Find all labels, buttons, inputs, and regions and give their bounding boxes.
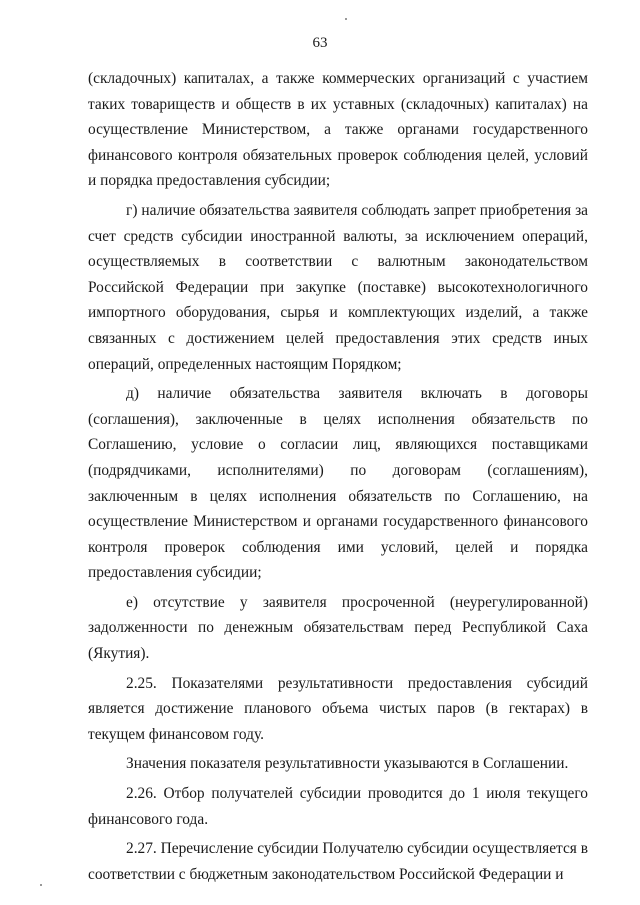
scan-speck <box>40 884 42 886</box>
paragraph-indicator-values: Значения показателя результативности указываются в Соглашении. <box>126 755 569 773</box>
scan-speck <box>345 18 347 20</box>
paragraph-item-g: г) наличие обязательства заявителя соблюдать запрет приобретения за счет средств субсидии иностранной валюты, за исключением операций, осуществляемых в соответствии с валютным законодательством Российской Федерации при закупке (поставке) высокотехнологичного импортного оборудования, сырья и комплектующих изделий, а также связанных с достижением целей предоставления этих средств иных операций, определенных настоящим Порядком; <box>88 201 588 373</box>
paragraph-2-26: 2.26. Отбор получателей субсидии проводится до 1 июля текущего финансового года. <box>88 785 588 828</box>
body-text <box>88 66 588 891</box>
paragraph-item-e: е) отсутствие у заявителя просроченной (неурегулированной) задолженности по денежным обязательствам перед Республикой Саха (Якутия). <box>88 593 588 663</box>
paragraph-2-25: 2.25. Показателями результативности предоставления субсидий является достижение планового объема чистых паров (в гектарах) в текущем финансовом году. <box>88 674 588 743</box>
page-number: 63 <box>312 35 328 51</box>
paragraph-2-27: 2.27. Перечисление субсидии Получателю субсидии осуществляется в соответствии с бюджетным законодательством Российской Федерации и <box>88 840 588 883</box>
paragraph-continuation: (складочных) капиталах, а также коммерческих организаций с участием таких товариществ и обществ в их уставных (складочных) капиталах) на осуществление Министерством, а также органами государственного финансового контроля обязательных проверок соблюдения целей, условий и порядка предоставления субсидии; <box>88 70 588 190</box>
paragraph-item-d: д) наличие обязательства заявителя включать в договоры (соглашения), заключенные в целях исполнения обязательств по Соглашению, условие о согласии лиц, являющихся поставщиками (подрядчиками, исполнителями) по договорам (соглашениям), заключенным в целях исполнения обязательств по Соглашению, на осуществление Министерством и органами государственного финансового контроля проверок соблюдения ими условий, целей и порядка предоставления субсидии; <box>88 385 588 582</box>
